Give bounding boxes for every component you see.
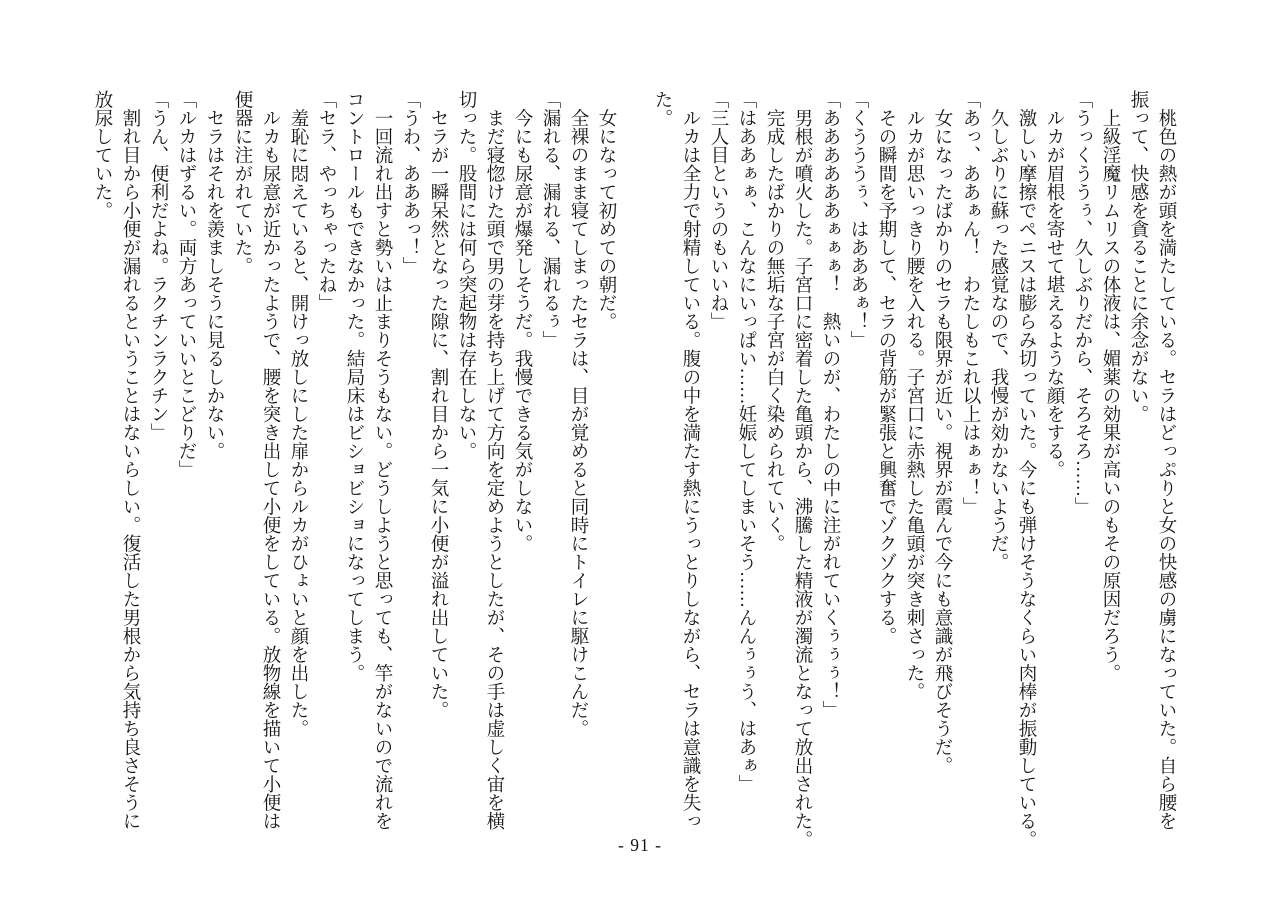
text-line: 「あっ、ああぁん！ わたしもこれ以上はぁぁ！」 — [960, 90, 980, 516]
text-line: 「セラ、やっちゃったね」 — [316, 90, 336, 312]
text-line: 激しい摩擦でペニスは膨らみ切っていた。今にも弾けそうなくらい肉棒が振動している。 — [1016, 90, 1036, 849]
blank-line — [620, 90, 648, 856]
text-line: 便器に注がれていた。 — [232, 90, 252, 275]
text-line: コントロールもできなかった。結局床はビショビショになってしまう。 — [344, 90, 364, 682]
text-line: ルカも尿意が近かったようで、腰を突き出して小便をしている。放物線を描いて小便は — [260, 90, 280, 830]
text-line: 「ルカはずるい。両方あっていいとこどりだ」 — [176, 90, 196, 479]
text-line: ルカが眉根を寄せて堪えるような顔をする。 — [1044, 90, 1064, 479]
text-line: 切った。股間には何ら突起物は存在しない。 — [456, 90, 476, 460]
text-line: セラが一瞬呆然となった隙に、割れ目から一気に小便が溢れ出していた。 — [428, 90, 448, 719]
text-line: 一回流れ出すと勢いは止まりそうもない。どうしようと思っても、竿がないので流れを — [372, 90, 392, 830]
text-line: セラはそれを羨ましそうに見るしかない。 — [204, 90, 224, 460]
text-line: 男根が噴火した。子宮口に密着した亀頭から、沸騰した精液が濁流となって放出された。 — [792, 90, 812, 849]
text-line: た。 — [652, 90, 672, 127]
text-line: 「はああぁぁ、こんなにいっぱい……妊娠してしまいそう……んんぅぅう、はあぁ」 — [736, 90, 756, 793]
text-line: 完成したばかりの無垢な子宮が白く染められていく。 — [764, 90, 784, 553]
text-line: 「漏れる、漏れる、漏れるぅ」 — [540, 90, 560, 349]
text-line: 「ああああああぁぁぁ！ 熱いのが、わたしの中に注がれていくぅぅぅ！」 — [820, 90, 840, 719]
text-line: 「うっくううぅ、久しぶりだから、そろそろ……」 — [1072, 90, 1092, 516]
page-number: - 91 - — [618, 835, 662, 855]
text-line: 「うん、便利だよね。ラクチンラクチン」 — [148, 90, 168, 442]
text-line: 上級淫魔リムリスの体液は、媚薬の効果が高いのもその原因だろう。 — [1100, 90, 1120, 682]
text-line: 振って、快感を貪ることに余念がない。 — [1128, 90, 1148, 423]
text-line: 桃色の熱が頭を満たしている。セラはどっぷりと女の快感の虜になっていた。自ら腰を — [1156, 90, 1176, 830]
text-line: まだ寝惚けた頭で男の芽を持ち上げて方向を定めようとしたが、その手は虚しく宙を横 — [484, 90, 504, 830]
text-line: 今にも尿意が爆発しそうだ。我慢できる気がしない。 — [512, 90, 532, 553]
text-line: 放尿していた。 — [92, 90, 112, 220]
text-line: 女になって初めての朝だ。 — [596, 90, 616, 331]
text-line: 女になったばかりのセラも限界が近い。視界が霞んで今にも意識が飛びそうだ。 — [932, 90, 952, 775]
text-line: 「うわ、あああっ！」 — [400, 90, 420, 275]
text-line: その瞬間を予期して、セラの背筋が緊張と興奮でゾクゾクする。 — [876, 90, 896, 645]
text-line: 「くうううぅ、はあああぁ！」 — [848, 90, 868, 349]
text-line: 「三人目というのもいいね」 — [708, 90, 728, 331]
text-line: 羞恥に悶えていると、開けっ放しにした扉からルカがひょいと顔を出した。 — [288, 90, 308, 738]
text-line: 久しぶりに蘇った感覚なので、我慢が効かないようだ。 — [988, 90, 1008, 571]
novel-text-block — [88, 90, 1180, 856]
text-line: ルカは全力で射精している。腹の中を満たす熱にうっとりしながら、セラは意識を失っ — [680, 90, 700, 830]
text-line: 割れ目から小便が漏れるということはないらしい。復活した男根から気持ち良さそうに — [120, 90, 140, 830]
text-line: ルカが思いっきり腰を入れる。子宮口に赤熱した亀頭が突き刺さった。 — [904, 90, 924, 701]
text-line: 全裸のまま寝てしまったセラは、目が覚めると同時にトイレに駆けこんだ。 — [568, 90, 588, 738]
